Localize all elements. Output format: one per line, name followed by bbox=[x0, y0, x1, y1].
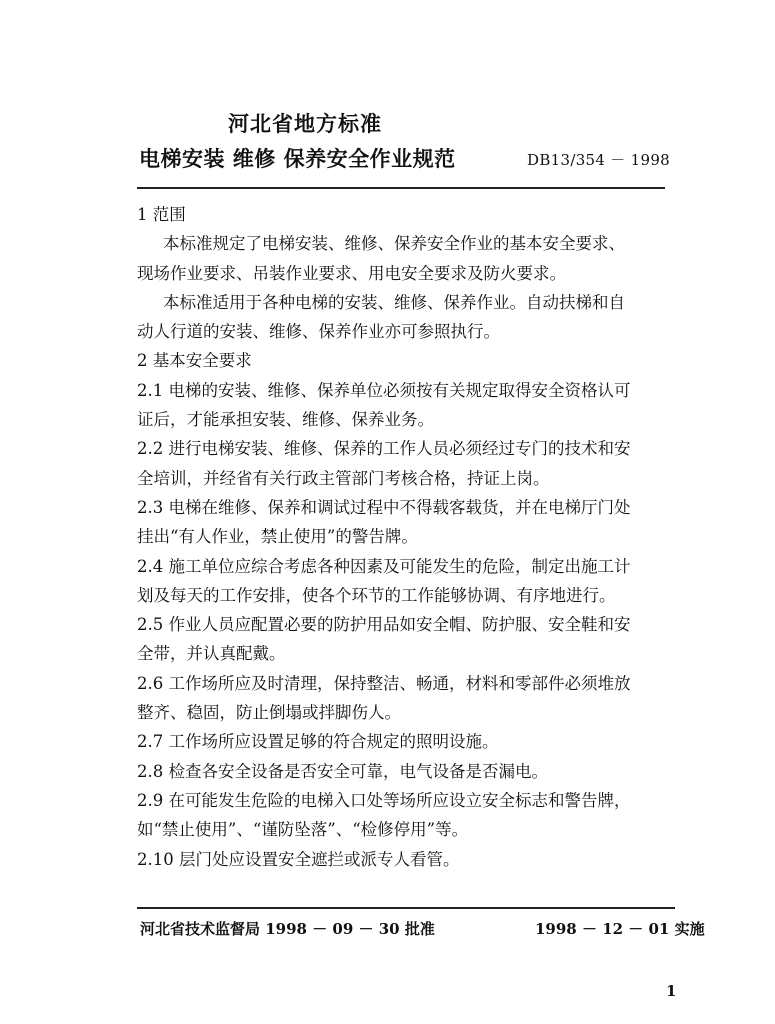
issuer-title: 河北省地方标准 bbox=[228, 111, 382, 136]
clause-line: 全培训，并经省有关行政主管部门考核合格，持证上岗。 bbox=[137, 468, 550, 488]
standard-title: 电梯安装 维修 保养安全作业规范 bbox=[139, 146, 456, 171]
clause-line: 挂出“有人作业，禁止使用”的警告牌。 bbox=[137, 527, 418, 547]
body-line: 动人行道的安装、维修、保养作业亦可参照执行。 bbox=[137, 322, 500, 342]
standard-code: DB13/354 － 1998 bbox=[527, 151, 671, 169]
footer-divider bbox=[137, 907, 675, 909]
clause-line: 全带，并认真配戴。 bbox=[137, 644, 286, 664]
clause-line: 划及每天的工作安排，使各个环节的工作能够协调、有序地进行。 bbox=[137, 585, 616, 605]
clause-line: 2.6 工作场所应及时清理，保持整洁、畅通，材料和零部件必须堆放 bbox=[137, 673, 631, 693]
clause-line: 如“禁止使用”、“谨防坠落”、“检修停用”等。 bbox=[137, 820, 469, 840]
clause-line: 整齐、稳固，防止倒塌或拌脚伤人。 bbox=[137, 703, 401, 723]
section-heading-scope: 1 范围 bbox=[137, 205, 186, 224]
header-divider bbox=[137, 187, 665, 189]
clause-line: 2.4 施工单位应综合考虑各种因素及可能发生的危险，制定出施工计 bbox=[137, 556, 631, 576]
body-line: 本标准规定了电梯安装、维修、保养安全作业的基本安全要求、 bbox=[163, 234, 625, 254]
clause-line: 2.3 电梯在维修、保养和调试过程中不得载客载货，并在电梯厅门处 bbox=[137, 497, 631, 517]
clause-line: 证后，才能承担安装、维修、保养业务。 bbox=[137, 410, 434, 430]
clause-line: 2.8 检查各安全设备是否安全可靠，电气设备是否漏电。 bbox=[137, 761, 548, 781]
clause-line: 2.5 作业人员应配置必要的防护用品如安全帽、防护服、安全鞋和安 bbox=[137, 615, 631, 635]
approval-note: 河北省技术监督局 1998 － 09 － 30 批准 bbox=[140, 920, 435, 938]
body-line: 本标准适用于各种电梯的安装、维修、保养作业。自动扶梯和自 bbox=[163, 292, 625, 312]
clause-line: 2.10 层门处应设置安全遮拦或派专人看管。 bbox=[137, 849, 460, 869]
document-body bbox=[137, 200, 677, 874]
body-line: 现场作业要求、吊装作业要求、用电安全要求及防火要求。 bbox=[137, 263, 566, 283]
implementation-note: 1998 － 12 － 01 实施 bbox=[535, 920, 705, 938]
clause-line: 2.7 工作场所应设置足够的符合规定的照明设施。 bbox=[137, 732, 499, 752]
page-number: 1 bbox=[666, 982, 677, 1000]
clause-line: 2.1 电梯的安装、维修、保养单位必须按有关规定取得安全资格认可 bbox=[137, 380, 631, 400]
clause-line: 2.2 进行电梯安装、维修、保养的工作人员必须经过专门的技术和安 bbox=[137, 439, 631, 459]
clause-line: 2.9 在可能发生危险的电梯入口处等场所应设立安全标志和警告牌， bbox=[137, 790, 631, 810]
section-heading-basic-safety: 2 基本安全要求 bbox=[137, 351, 252, 371]
